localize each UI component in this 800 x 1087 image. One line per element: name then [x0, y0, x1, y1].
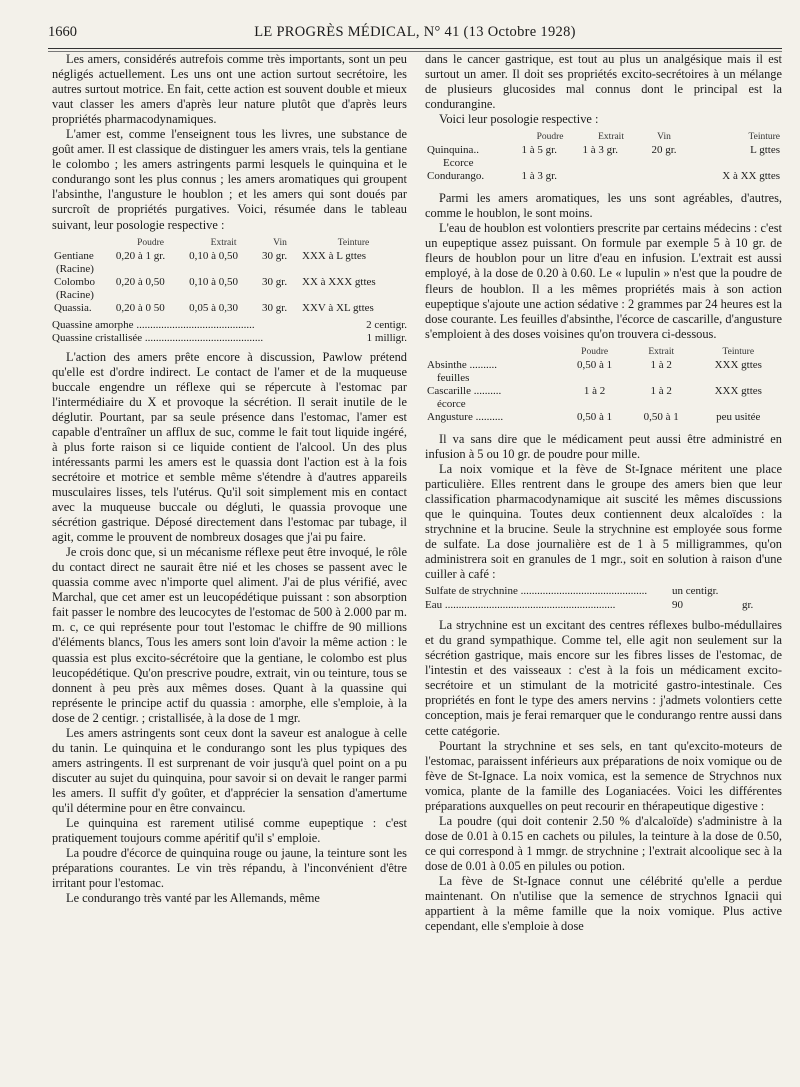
column-header: Extrait	[648, 346, 675, 357]
paragraph: La fève de St-Ignace connut une célébrité qu'elle a perdue maintenant. On n'utilise que la semence de strychnos Ignacii qui appartient à la même famille que la noix vomique. Plus active cependant, elle s'emploie à dose	[425, 873, 782, 934]
column-header: Extrait	[598, 132, 624, 143]
table-row: Quassine amorphe ........................................... 2 centigr.	[52, 318, 407, 331]
column-header: Vin	[273, 237, 287, 248]
column-header: Poudre	[137, 237, 164, 248]
running-header	[48, 12, 782, 42]
page-number: 1660	[48, 24, 77, 40]
column-header: Poudre	[536, 132, 564, 143]
table-row: (Racine)	[56, 262, 94, 275]
column-header: Poudre	[581, 346, 609, 357]
left-column	[52, 52, 407, 906]
posology-table-bitters	[52, 237, 407, 315]
paragraph: Il va sans dire que le médicament peut aussi être administré en infusion à 5 ou 10 gr. de poudre pour mille.	[425, 431, 782, 461]
table-row: Angusture .......... 0,50 à 1 0,50 à 1 peu usitée	[427, 410, 761, 423]
column-header: Teinture	[748, 132, 780, 143]
table-row: Sulfate de strychnine .............................................. un centigr.	[425, 585, 719, 598]
paragraph: dans le cancer gastrique, est tout au plus un analgésique mais il est surtout un amer. Il doit ses propriétés excito-secrétoires à un mélange de plusieurs glucosides mal connus dont le principal est la condurangine.	[425, 52, 782, 112]
table-row: Eau .............................................................. 90 gr.	[425, 598, 754, 611]
solution-formula	[425, 585, 782, 612]
paragraph: Le quinquina est rarement utilisé comme eupeptique : c'est pratiquement toujours comme apéritif qu'il s' emploie.	[52, 816, 407, 846]
paragraph: Voici leur posologie respective :	[439, 112, 599, 127]
table-row: Quinquina.. 1 à 5 gr. 1 à 3 gr. 20 gr. L gttes	[427, 144, 780, 157]
table-row: feuilles	[437, 371, 470, 384]
table-row: Absinthe .......... 0,50 à 1 1 à 2 XXX gttes	[427, 358, 762, 371]
paragraph: L'eau de houblon est volontiers prescrite par certains médecins : c'est un eupeptique assez puissant. On formule par exemple 5 à 10 gr. de fleurs de houblon pour un litre d'eau en infusion. L'extrait est aussi employé, à la dose de 0.20 à 0.60. Le « lupulin » n'est que la poudre de fleurs de houblon. Il a les mêmes propriétés mais à son action eupeptique s'ajoute une action sédative : 2 grammes par 24 heures est la dose courante. Les feuilles d'absinthe, l'écorce de cascarille, d'angusture s'emploient à des doses voisines qu'on trouvera ci-dessous.	[425, 221, 782, 341]
paragraph: La poudre (qui doit contenir 2.50 % d'alcaloïde) s'administre à la dose de 0.01 à 0.15 en cachets ou pilules, la teinture à la dose de 0.50, ce qui correspond à 1 mmgr. de strychnine ; l'extrait alcoolique sec à la dose de 0.01 à 0.05 en pilules ou potion.	[425, 813, 782, 873]
column-header: Teinture	[722, 346, 755, 357]
posology-table-aromatic	[425, 346, 782, 424]
table-row: écorce	[437, 397, 466, 410]
paragraph: L'amer est, comme l'enseignent tous les livres, une substance de goût amer. Il est classique de distinguer les amers vrais, tels la gentiane le colombo ; les amers astringents parmi lesquels le quinquina et le condurango sont les plus connus ; les amers aromatiques qui groupent l'absinthe, l'angusture le houblon ; et les amers qui sont doués par surcroît de propriétés purgatives. Voici, résumée dans le tableau suivant, leur posologie respective :	[52, 127, 407, 232]
paragraph: Le condurango très vanté par les Allemands, même	[66, 891, 320, 906]
table-row: Colombo 0,20 à 0,50 0,10 à 0,50 30 gr. XX à XXX gttes	[54, 275, 376, 288]
paragraph: L'action des amers prête encore à discussion, Pawlow prétend qu'elle est d'ordre indirect. Le contact de l'amer et de la muqueuse buccale engendre un réflexe qui se répercute à l'estomac par l'intermédiaire du X et provoque la sécrétion. Il serait inutile de le déglutir. Pourtant, par sa seule présence dans l'estomac, l'amer est capable d'entraîner un afflux de suc, comme le fait tout liquide ingéré, à plus forte raison si ce liquide contient de l'alcool. Un des plus intéressants parmi les amers est le quassia dont l'action est à la fois secrétoire et motrice et semble même s'étendre à d'autres appareils musculaires lisses, tels l'utérus. Qu'il soit simplement mis en contact avec la muqueuse buccale ou dégluti, le quassia provoque une sécrétion gastrique. Déposé directement dans l'estomac par tubage, il agit, comme le prouvent de nombreux dosages que j'ai pu faire.	[52, 349, 407, 545]
table-row: Cascarille .......... 1 à 2 1 à 2 XXX gttes	[427, 384, 762, 397]
paragraph: Parmi les amers aromatiques, les uns sont agréables, d'autres, comme le houblon, le sont moins.	[425, 191, 782, 221]
column-header: Teinture	[337, 237, 370, 248]
paragraph: Les amers astringents sont ceux dont la saveur est analogue à celle du tanin. Le quinquina et le condurango sont les plus typiques des amers astringents. Il est surprenant de voir jusqu'à quel point on a pu discuter au sujet du quinquina, pour savoir si on devait le ranger parmi les amers. Il suffit d'y goûter, et d'apprécier la sensation d'amertume qu'il détermine pour en être convaincu.	[52, 725, 407, 815]
paragraph: Je crois donc que, si un mécanisme réflexe peut être invoqué, le rôle du contact direct ne saurait être nié et les choses se passent avec le quassia comme avec n'importe quel aliment. J'ai de plus vérifié, avec Marchal, que cet amer est un leucopédétique puissant : son absorption fait passer le nombre des leucocytes de l'estomac de 500 à 2.000 par m. m. c, ce qui représente pour tout l'estomac le chiffre de 90 millions d'éléments blancs, Tous les amers sont loin d'avoir la même action : le quassia est plus excito-sécrétoire que la gentiane, le colombo est plus leucopédétique. Qu'on prescrive poudre, extrait, vin ou teinture, tous se donnent à peu près aux mêmes doses. Quant à la quassine qui représente le principe actif du quassia : amorphe, elle s'emploie, à la dose de 2 centigr. ; cristallisée, à la dose de 1 mgr.	[52, 545, 407, 725]
paragraph: Pourtant la strychnine et ses sels, en tant qu'excito-moteurs de l'estomac, paraissent inférieurs aux préparations de noix vomique ou de fève de St-Ignace. La noix vomica, est la semence de Strychnos nux vomica, plante de la famille des Loganiacées. Voici les différentes préparations auxquelles on peut recourir en thérapeutique digestive :	[425, 738, 782, 813]
paragraph: La poudre d'écorce de quinquina rouge ou jaune, la teinture sont les préparations courantes. Le vin très répandu, à l'inconvénient d'être irritant pour l'estomac.	[52, 846, 407, 891]
column-header: Extrait	[210, 237, 237, 248]
paragraph: La strychnine est un excitant des centres réflexes bulbo-médullaires et du grand sympathique. Comme tel, elle agit non seulement sur la sécrétion gastrique, mais encore sur les fibres lisses de l'estomac, de l'intestin et des vaisseaux : c'est à la fois un médicament excito-secrétoire et un stimulant de la motricité gastro-intestinale. Ces propriétés en font le type des amers nervins : j'admets volontiers cette conception, mais je ferai remarquer que le condurango rentre aussi dans cette catégorie.	[425, 618, 782, 738]
table-row: Gentiane 0,20 à 1 gr. 0,10 à 0,50 30 gr. XXX à L gttes	[54, 249, 367, 262]
table-row: Condurango. 1 à 3 gr. X à XX gttes	[427, 170, 780, 183]
table-row: Ecorce	[443, 157, 474, 170]
table-row: (Racine)	[56, 288, 94, 301]
table-row: Quassine cristallisée ........................................... 1 milligr.	[52, 332, 407, 345]
journal-title: LE PROGRÈS MÉDICAL, N° 41 (13 Octobre 1928)	[254, 24, 576, 40]
posology-table-astringent	[425, 131, 782, 183]
paragraph: Les amers, considérés autrefois comme très importants, sont un peu négligés actuellement. Les uns ont une action surtout secrétoire, les autres surtout motrice. En fait, cette action est souvent double et mieux vaut classer les amers d'après leur nature plutôt que d'après leurs propriétés pharmacodynamiques.	[52, 52, 407, 127]
table-row: Quassia. 0,20 à 0 50 0,05 à 0,30 30 gr. XXV à XL gttes	[54, 301, 374, 314]
paragraph: La noix vomique et la fève de St-Ignace méritent une place particulière. Elles rentrent dans le groupe des amers bien que leur classification pharmacodynamique ait suscité les mêmes discussions que le quinquina. Toutes deux contiennent deux alcaloïdes : la strychnine et la brucine. Seule la strychnine est employée sous forme de sulfate. La dose journalière est de 1 à 5 milligrammes, qu'on administrera soit en granules de 1 mgr., soit en solution à raison d'une cuiller à café :	[425, 461, 782, 582]
header-rule	[48, 48, 782, 49]
right-column	[425, 52, 782, 934]
column-header: Vin	[657, 132, 671, 143]
